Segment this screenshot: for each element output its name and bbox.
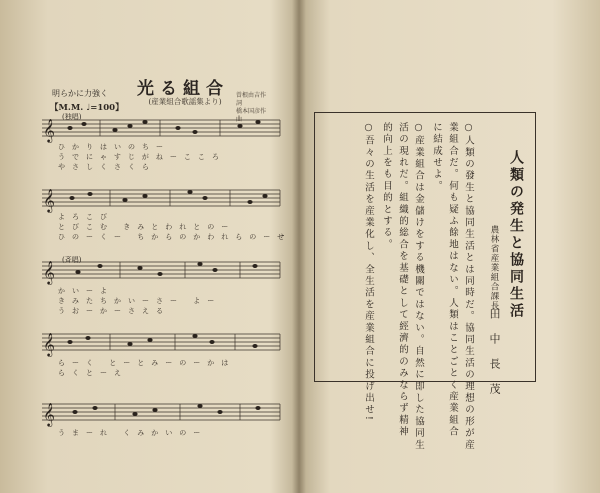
lyric-line: かいーよ xyxy=(58,287,114,295)
lyric-line: らくとーえ xyxy=(58,369,128,377)
lyric-line: きみたちかいーさー よー xyxy=(58,297,222,305)
lyric-line: うまーれ くみかいのー xyxy=(58,429,208,437)
paragraph-line: ○吾々の生活を産業化し、全生活を産業組合に投げ出せ! xyxy=(363,122,374,423)
paragraph-line: 活の現れだ。組織的総合を基礎として經濟的のみならず精神 xyxy=(397,122,408,438)
author-affiliation: 農林省産業組合課長 xyxy=(489,225,499,311)
svg-text:𝄞: 𝄞 xyxy=(43,260,55,284)
staff-1 xyxy=(42,120,280,136)
staff-2 xyxy=(42,190,280,206)
paragraph-line: ○産業組合は金儲けをする機關ではない。自然に即した協同生 xyxy=(413,122,424,452)
svg-text:𝄞: 𝄞 xyxy=(43,402,55,426)
svg-text:𝄞: 𝄞 xyxy=(43,332,55,356)
author-name: 田中長茂 xyxy=(488,308,501,408)
lyric-line: よろこび xyxy=(58,213,114,221)
paragraph-line: 的向上をも目的とする。 xyxy=(381,122,392,251)
song-subtitle: (産業組合歌謡集より) xyxy=(148,97,222,106)
lyric-line: ひのーくー ちからのかわれらのーせ xyxy=(58,233,292,241)
paragraph-line: に結成せよ。 xyxy=(431,122,442,193)
article-title: 人類の発生と協同生活 xyxy=(508,150,524,320)
paragraph-line: 業組合だ。何も疑ふ餘地はない。人類はことごとく産業組合 xyxy=(447,122,458,438)
staff-5 xyxy=(42,404,280,420)
lyric-line: うおーかーさえる xyxy=(58,307,170,315)
staff-4 xyxy=(42,334,280,350)
lyricist-credit: 曽根由吉作詞 xyxy=(236,92,267,107)
song-title: 光る組合 xyxy=(137,79,229,99)
paragraph-line: ○人類の發生と協同生活とは同時だ。協同生活の理想の形が産 xyxy=(463,122,474,452)
svg-text:𝄞: 𝄞 xyxy=(43,118,55,142)
lyric-line: ひかりはいのちー xyxy=(58,143,170,151)
chorus-mark: (斉唱) xyxy=(62,256,82,264)
lyric-line: らーく とーとみーのーかは xyxy=(58,359,236,367)
lyric-line: とびこむ きみとわれとのー xyxy=(58,223,236,231)
solo-mark: (独唱) xyxy=(62,113,82,121)
lyric-line: うでにゃすじがねーこころ xyxy=(58,153,226,161)
svg-text:𝄞: 𝄞 xyxy=(43,188,55,212)
lyric-line: やさしくさくら xyxy=(58,163,156,171)
composer-credit: 橋本国彦作曲 xyxy=(236,108,267,123)
tempo-text: 明らかに力強く xyxy=(52,89,108,98)
treble-clefs xyxy=(43,118,55,427)
tempo-mark: 【M.M. ♩=100】 xyxy=(50,103,124,113)
